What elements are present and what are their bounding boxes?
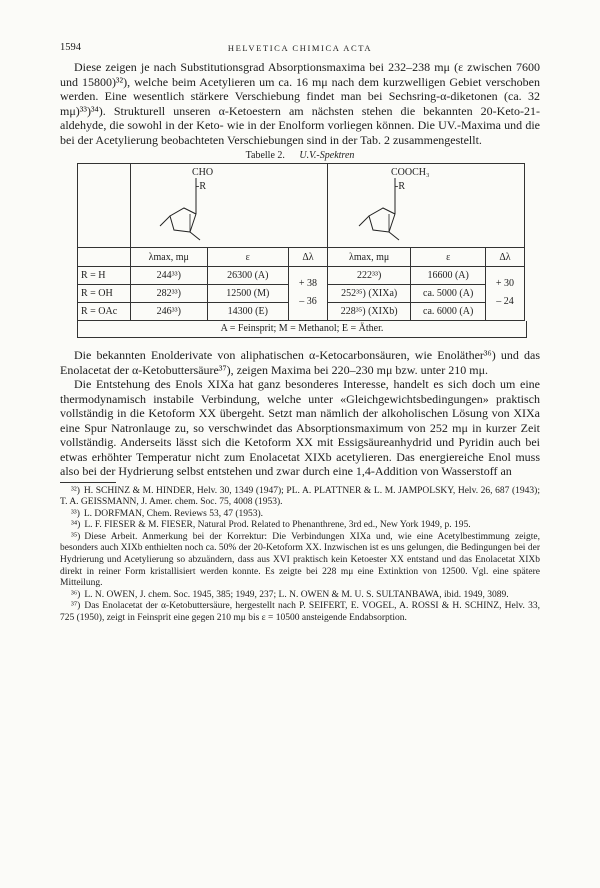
footnotes xyxy=(60,486,540,625)
eps-cell: 26300 (A) xyxy=(207,267,288,285)
ester-group-label: COOCH₃ xyxy=(390,167,430,178)
footnote-number: ³⁶) xyxy=(71,589,81,600)
lmax-cell: 244³³) xyxy=(131,267,208,285)
row-label: R = OAc xyxy=(78,303,131,321)
footnote xyxy=(60,520,540,532)
row-label: R = OH xyxy=(78,285,131,303)
header-eps-1: ε xyxy=(207,248,288,267)
header-delta-2: Δλ xyxy=(486,248,525,267)
table-legend: A = Feinsprit; M = Methanol; E = Äther. xyxy=(77,321,527,338)
page-number: 1594 xyxy=(60,42,81,53)
paragraph-2: Die bekannten Enolderivate von aliphatischen α-Ketocarbonsäuren, wie Enoläther³⁶) und das Enolacetat der α-Ketobuttersäure³⁷), zeigen Maxima bei 220–230 mμ bzw. unter 210 mμ. xyxy=(60,348,540,377)
paragraph-1: Diese zeigen je nach Substitutionsgrad Absorptionsmaxima bei 232–238 mμ (ε zwischen 7600 und 15800)³²), welche beim Acetylieren um ca. 16 mμ nach dem kurzwelligen Gebiet verschoben werden. Eine wesentlich stärkere Verschiebung findet man bei Sechsring-α-diketonen (ca. 32 mμ)³³)³⁴). Strukturell unseren α-Ketoestern am nächsten stehen die bekannten 20-Keto-21-aldehyde, die sowohl in der Keto- wie in der Enolform vorliegen können. Die UV.-Maxima und die bei der Acetylierung beobachteten Verschiebungen sind in der Tab. 2 zusammengestellt. xyxy=(60,60,540,147)
header-delta-1: Δλ xyxy=(288,248,327,267)
footnote-text: L. F. FIESER & M. FIESER, Natural Prod. Related to Phenanthrene, 3rd ed., New York 1949, p. 195. xyxy=(84,520,471,531)
header-eps-2: ε xyxy=(411,248,486,267)
table-row xyxy=(78,285,525,303)
eps-cell: 14300 (E) xyxy=(207,303,288,321)
aldehyde-structure-drawing xyxy=(134,164,324,244)
structure-row xyxy=(78,164,525,248)
page xyxy=(60,42,540,625)
eps-cell: ca. 5000 (A) xyxy=(411,285,486,303)
eps-cell: 16600 (A) xyxy=(411,267,486,285)
eps-cell: ca. 6000 (A) xyxy=(411,303,486,321)
eps-cell: 12500 (M) xyxy=(207,285,288,303)
aldehyde-substituent-label: -R xyxy=(195,181,206,192)
footnote-text: Das Enolacetat der α-Ketobuttersäure, hergestellt nach P. SEIFERT, E. VOGEL, A. ROSSI & H. SCHINZ, Helv. 33, 725 (1950), zeigt in Feinsprit eine gegen 210 mμ bis ε = 10500 ansteigende Endabsorption. xyxy=(60,601,540,624)
table-caption-title: U.V.-Spektren xyxy=(299,150,355,161)
footnote-text: L. N. OWEN, J. chem. Soc. 1945, 385; 1949, 237; L. N. OWEN & M. U. S. SULTANBAWA, ibid. 1949, 3089. xyxy=(84,589,509,600)
footnote xyxy=(60,590,540,602)
uv-spectra-table xyxy=(77,163,525,321)
lmax-cell: 282³³) xyxy=(131,285,208,303)
footnote-text: H. SCHINZ & M. HINDER, Helv. 30, 1349 (1947); PL. A. PLATTNER & L. M. JAMPOLSKY, Helv. 26, 687 (1943); T. A. GEISSMANN, J. Amer. chem. Soc. 75, 4008 (1953). xyxy=(60,485,540,508)
footnote xyxy=(60,486,540,509)
structure-ester xyxy=(327,164,524,248)
journal-name: HELVETICA CHIMICA ACTA xyxy=(227,43,373,53)
lmax-cell: 228³⁵) (XIXb) xyxy=(327,303,410,321)
delta-value: – 36 xyxy=(299,295,317,307)
ester-substituent-label: -R xyxy=(394,181,405,192)
paragraph-3: Die Entstehung des Enols XIXa hat ganz besonderes Interesse, handelt es sich doch um eine thermodynamisch instabile Verbindung, welche unter «Gleichgewichtsbedingungen» praktisch vollständig in die Ketoform XX übergeht. Setzt man nämlich der alkoholischen Lösung von XIXa eine Spur Natronlauge zu, so verschwindet das Absorptionsmaximum von 252 mμ in kurzer Zeit vollständig. Anderseits lässt sich die Ketoform XX mit Essigsäureanhydrid und Pyridin auch bei etwas erhöhter Temperatur nicht zum Enolacetat XIXb acetylieren. Das energiereiche Enol muss also bei der Hydrierung selbst entstehen und zwar durch eine 1,4-Addition von Wasserstoff an xyxy=(60,377,540,478)
table-caption xyxy=(60,150,540,161)
lmax-cell: 222³³) xyxy=(327,267,410,285)
table-caption-label: Tabelle 2. xyxy=(245,150,285,161)
header-lmax-1: λmax, mμ xyxy=(131,248,208,267)
footnote xyxy=(60,601,540,624)
structure-aldehyde xyxy=(131,164,328,248)
footnote xyxy=(60,509,540,521)
footnote-text: Diese Arbeit. Anmerkung bei der Korrektur: Die Verbindungen XIXa und, wie eine Acetylbestimmung zeigte, besonders auch XIXb enthielten noch ca. 50% der 20-Ketoform XX. Inzwischen ist es uns gelungen, die Bedingungen bei der Hydrierung und Acetylierung so abzuändern, dass aus XVI praktisch kein Ketoester XX entstand und das Enolacetat XIXb direkt in reiner Form kristallisiert werden konnte. Es zeigte bei 228 mμ eine Extinktion von 12500. Vgl. eine spätere Mitteilung. xyxy=(60,531,540,589)
row-label: R = H xyxy=(78,267,131,285)
lmax-cell: 246³³) xyxy=(131,303,208,321)
delta-value: – 24 xyxy=(496,295,514,307)
ester-structure-drawing xyxy=(331,164,521,244)
footnote-number: ³³) xyxy=(71,508,80,519)
lmax-cell: 252³⁵) (XIXa) xyxy=(327,285,410,303)
header-row xyxy=(78,248,525,267)
header-lmax-2: λmax, mμ xyxy=(327,248,410,267)
aldehyde-group-label: CHO xyxy=(191,167,214,178)
footnote-number: ³²) xyxy=(71,485,80,496)
footnote-rule xyxy=(60,482,116,483)
footnote-number: ³⁵) xyxy=(71,531,81,542)
running-header xyxy=(60,42,540,60)
footnote-number: ³⁴) xyxy=(71,520,81,531)
footnote-number: ³⁷) xyxy=(71,601,81,612)
delta-value: + 30 xyxy=(495,277,515,289)
footnote xyxy=(60,532,540,590)
delta-value: + 38 xyxy=(298,277,318,289)
footnote-text: L. DORFMAN, Chem. Reviews 53, 47 (1953). xyxy=(83,508,264,519)
